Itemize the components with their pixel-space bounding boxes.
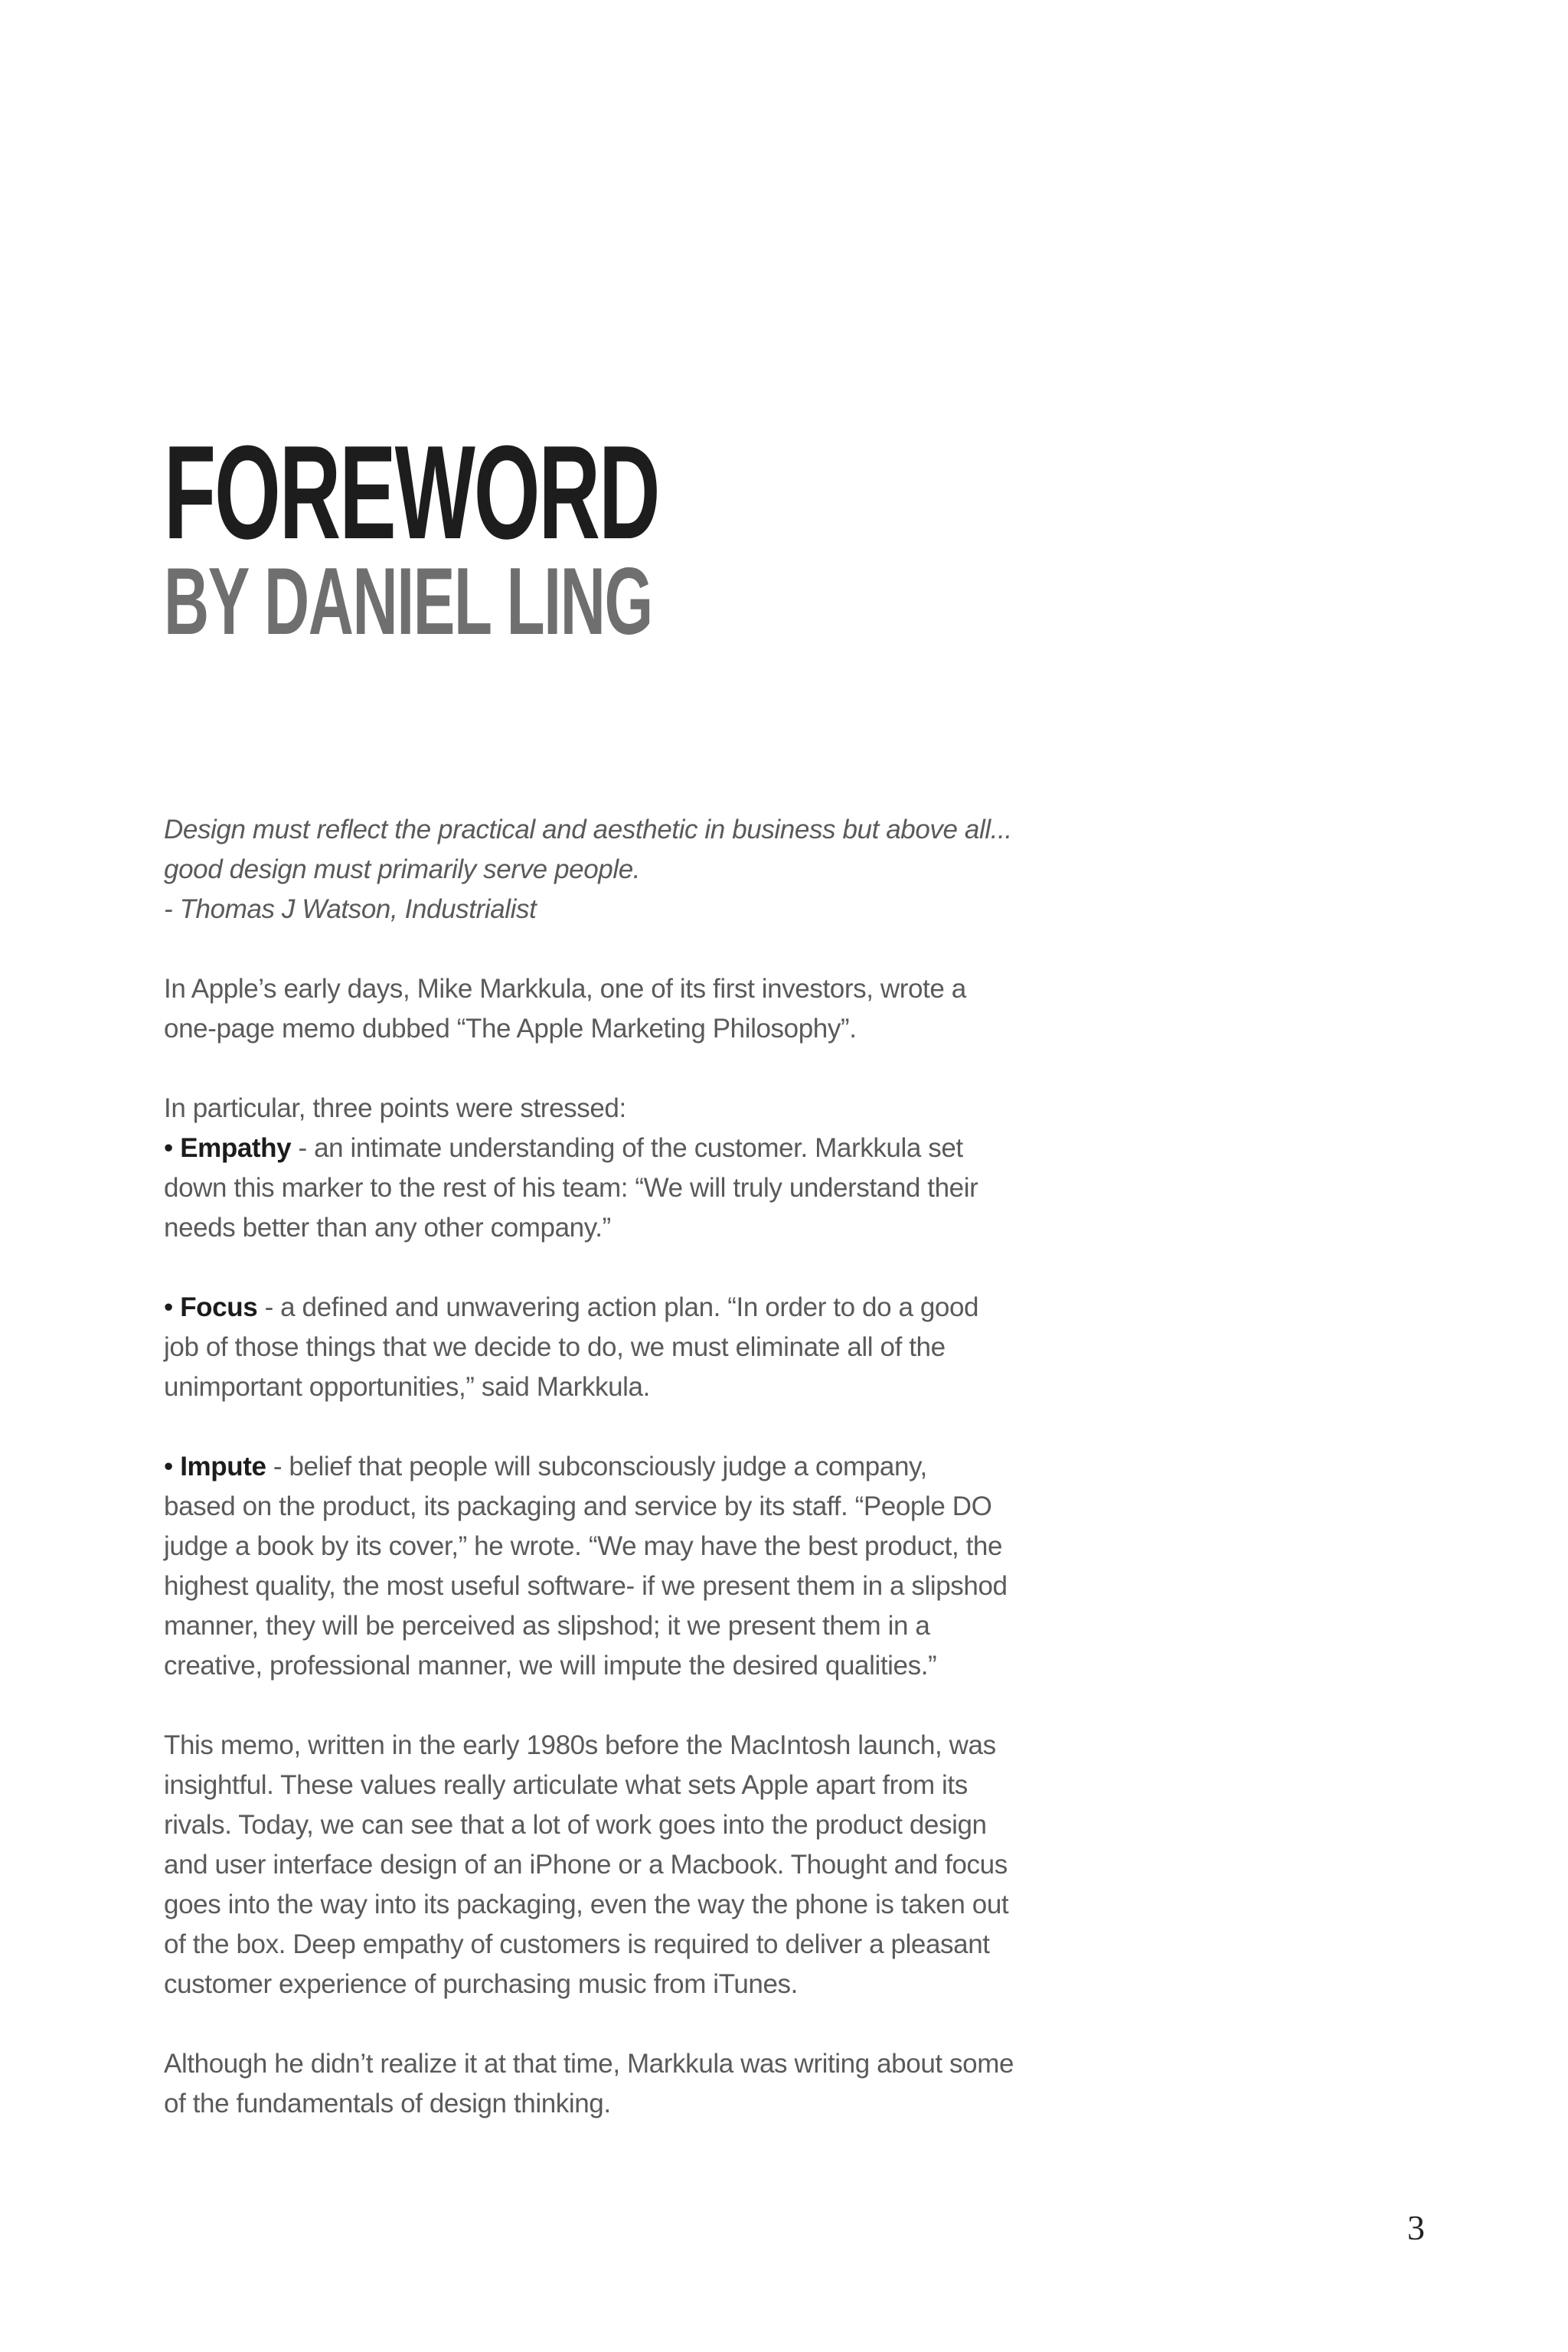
paragraph-line: of the fundamentals of design thinking. bbox=[164, 2089, 611, 2118]
paragraph-line: one-page memo dubbed “The Apple Marketing Philosophy”. bbox=[164, 1014, 857, 1044]
point-empathy bbox=[164, 1129, 1121, 1248]
point-text: - a defined and unwavering action plan. “In order to do a good bbox=[257, 1292, 979, 1322]
point-term: Focus bbox=[180, 1292, 258, 1322]
point-text: - an intimate understanding of the customer. Markkula set bbox=[291, 1133, 963, 1163]
bullet-icon: • bbox=[164, 1452, 173, 1481]
closing-paragraph bbox=[164, 2044, 1121, 2124]
point-first-line bbox=[164, 1447, 1121, 1487]
paragraph-line: and user interface design of an iPhone or a Macbook. Thought and focus bbox=[164, 1850, 1008, 1880]
article-body bbox=[164, 810, 1121, 2124]
paragraph-line: creative, professional manner, we will impute the desired qualities.” bbox=[164, 1651, 937, 1681]
paragraph-line: unimportant opportunities,” said Markkula. bbox=[164, 1372, 650, 1402]
paragraph-line: down this marker to the rest of his team: “We will truly understand their bbox=[164, 1173, 978, 1203]
points-intro bbox=[164, 1089, 1121, 1129]
paragraph-line: In particular, three points were stressed: bbox=[164, 1093, 626, 1123]
bullet-icon: • bbox=[164, 1292, 173, 1322]
point-term: Impute bbox=[180, 1452, 266, 1481]
epigraph-attribution: - Thomas J Watson, Industrialist bbox=[164, 894, 537, 924]
epigraph-line: good design must primarily serve people. bbox=[164, 854, 641, 884]
paragraph-line: needs better than any other company.” bbox=[164, 1213, 611, 1243]
point-impute bbox=[164, 1447, 1121, 1686]
paragraph-line: customer experience of purchasing music from iTunes. bbox=[164, 1969, 798, 1999]
point-term: Empathy bbox=[180, 1133, 292, 1163]
page-title: FOREWORD bbox=[164, 417, 659, 567]
page-subtitle: BY DANIEL LING bbox=[164, 549, 652, 655]
paragraph-line: rivals. Today, we can see that a lot of work goes into the product design bbox=[164, 1810, 987, 1840]
bullet-icon: • bbox=[164, 1133, 173, 1163]
paragraph-line: highest quality, the most useful software- if we present them in a slipshod bbox=[164, 1571, 1008, 1601]
paragraph-line: of the box. Deep empathy of customers is required to deliver a pleasant bbox=[164, 1929, 990, 1959]
intro-paragraph bbox=[164, 969, 1121, 1049]
point-text: - belief that people will subconsciously judge a company, bbox=[266, 1452, 927, 1481]
epigraph bbox=[164, 810, 1121, 929]
paragraph-line: judge a book by its cover,” he wrote. “We may have the best product, the bbox=[164, 1531, 1003, 1561]
paragraph-line: job of those things that we decide to do, we must eliminate all of the bbox=[164, 1332, 946, 1362]
paragraph-line: Although he didn’t realize it at that time, Markkula was writing about some bbox=[164, 2049, 1014, 2079]
point-focus bbox=[164, 1288, 1121, 1407]
paragraph-line: goes into the way into its packaging, even the way the phone is taken out bbox=[164, 1890, 1009, 1919]
point-first-line bbox=[164, 1129, 1121, 1168]
paragraph-line: This memo, written in the early 1980s before the MacIntosh launch, was bbox=[164, 1730, 996, 1760]
paragraph-line: manner, they will be perceived as slipshod; it we present them in a bbox=[164, 1611, 930, 1641]
memo-paragraph bbox=[164, 1726, 1121, 2004]
paragraph-line: insightful. These values really articulate what sets Apple apart from its bbox=[164, 1770, 968, 1800]
epigraph-line: Design must reflect the practical and aesthetic in business but above all... bbox=[164, 815, 1012, 844]
page-number: 3 bbox=[1407, 2208, 1425, 2247]
paragraph-line: based on the product, its packaging and service by its staff. “People DO bbox=[164, 1491, 992, 1521]
paragraph-line: In Apple’s early days, Mike Markkula, one of its first investors, wrote a bbox=[164, 974, 966, 1004]
point-first-line bbox=[164, 1288, 1121, 1328]
heading-block bbox=[164, 417, 1312, 655]
